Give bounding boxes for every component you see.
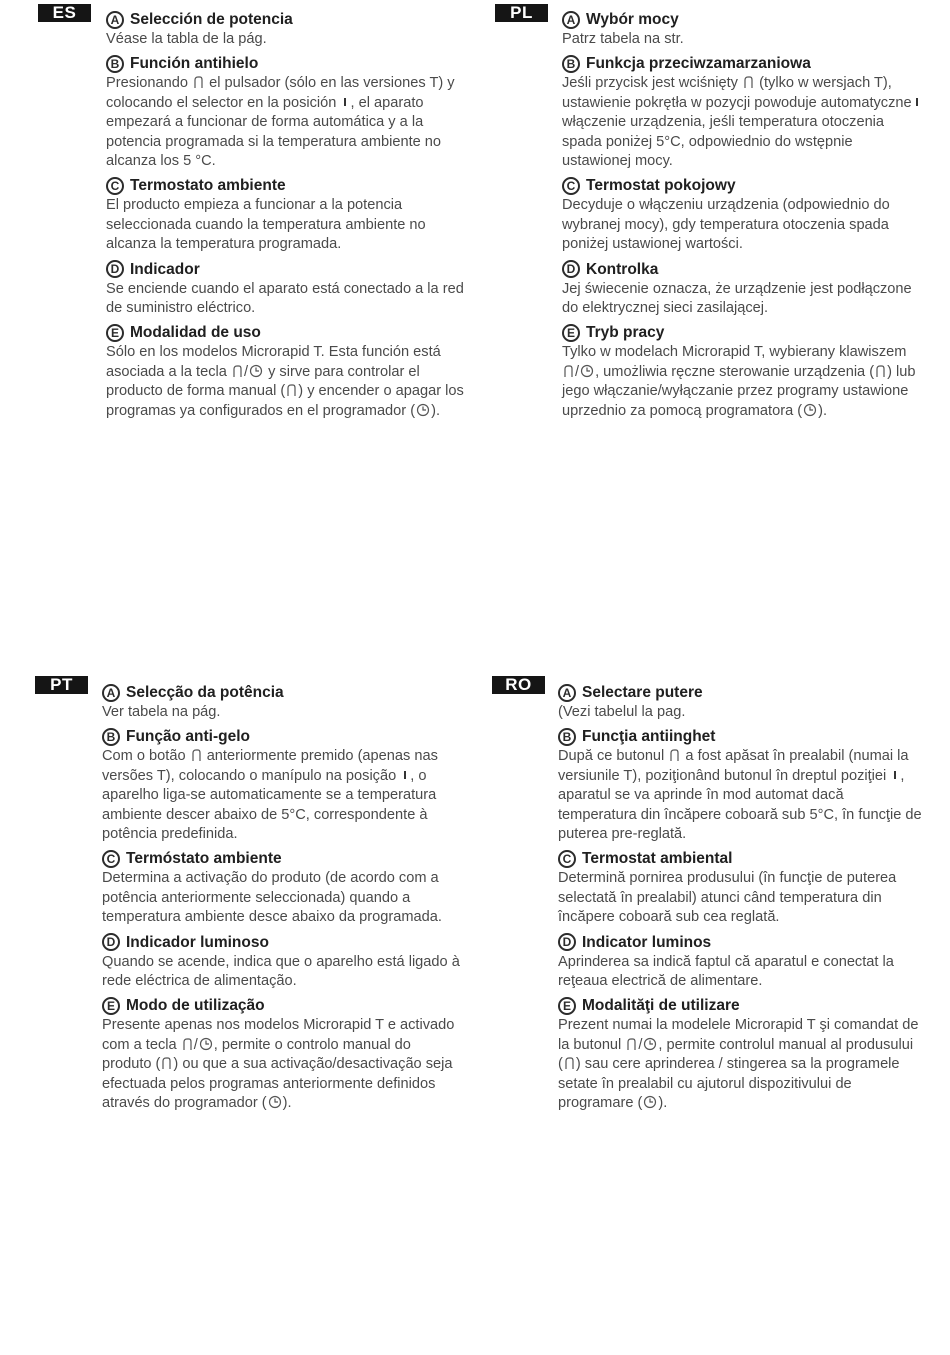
section-body: Com o botão anteriormente premido (apenas nas versões T), colocando o manípulo na posição , o aparelho liga-se automaticamente se a temperatura ambiente descer abaixo de 5°C, correspondente à potência predefinida. xyxy=(102,748,438,843)
hand-button-icon xyxy=(182,1037,193,1051)
section-body: Patrz tabela na str. xyxy=(562,31,684,47)
section-body: El producto empieza a funcionar a la potencia seleccionada cuando la temperatura ambiente no alcanza la temperatura programada. xyxy=(106,197,426,253)
language-tag-pl: PL xyxy=(495,4,548,22)
section-b xyxy=(106,53,466,171)
section-title: Selecção da potência xyxy=(126,684,284,701)
hand-button-icon xyxy=(232,364,243,378)
section-body: Decyduje o włączeniu urządzenia (odpowiednio do wybranej mocy), gdy temperatura otoczenia spada poniżej ustawionej wartości. xyxy=(562,197,890,253)
section-title: Indicador luminoso xyxy=(126,933,269,951)
section-e xyxy=(102,995,462,1113)
section-a xyxy=(102,682,462,722)
hand-button-icon xyxy=(626,1037,637,1051)
section-a xyxy=(106,9,466,49)
section-body: Prezent numai la modelele Microrapid T şi comandat de la butonul / , permite controlul manual al produsului ( ) sau cere aprinderea / stingerea sa la programele setate în prealabil cu ajutorul dispozitivului de programare ( ). xyxy=(558,1017,919,1112)
section-group-es xyxy=(106,9,466,425)
section-title: Selección de potencia xyxy=(130,11,293,28)
hand-button-icon xyxy=(161,1056,172,1070)
hand-button-icon xyxy=(875,364,886,378)
language-tag-es: ES xyxy=(38,4,91,22)
section-c xyxy=(558,848,922,927)
hand-button-icon xyxy=(191,748,202,762)
section-a xyxy=(562,9,922,49)
section-d xyxy=(562,259,922,319)
section-e xyxy=(106,322,466,421)
letter-a-badge: A xyxy=(106,11,124,29)
clock-icon xyxy=(199,1037,213,1051)
letter-d-badge: D xyxy=(562,260,580,278)
frost-position-icon xyxy=(891,770,899,782)
letter-d-badge: D xyxy=(558,933,576,951)
section-body: Véase la tabla de la pág. xyxy=(106,31,267,47)
frost-position-icon xyxy=(341,97,349,109)
section-e xyxy=(558,995,922,1113)
section-body: Sólo en los modelos Microrapid T. Esta función está asociada a la tecla / y sirve para controlar el producto de forma manual ( ) y encender o apagar los programas ya configurados en el programador ( ). xyxy=(106,344,464,419)
clock-icon xyxy=(580,364,594,378)
clock-icon xyxy=(416,403,430,417)
section-group-pt xyxy=(102,682,462,1118)
section-title: Modalidad de uso xyxy=(130,324,261,342)
section-title: Función antihielo xyxy=(130,55,259,73)
section-body: (Vezi tabelul la pag. xyxy=(558,704,686,720)
clock-icon xyxy=(643,1095,657,1109)
hand-button-icon xyxy=(286,383,297,397)
section-a xyxy=(558,682,922,722)
section-body: Jeśli przycisk jest wciśnięty (tylko w wersjach T), ustawienie pokrętła w pozycji powoduje automatyczne włączenie urządzenia, jeśli temperatura otoczenia spada poniżej 5°C, odpowiednio do wstępnie ustawionej mocy. xyxy=(562,74,922,171)
hand-button-icon xyxy=(743,75,754,89)
section-body: Presente apenas nos modelos Microrapid T e activado com a tecla / , permite o controlo manual do produto ( ) ou que a sua activação/desactivação seja efectuada pelos programas anteriormente definidos através do programador ( ). xyxy=(102,1017,455,1112)
language-tag-pt: PT xyxy=(35,676,88,694)
section-b xyxy=(102,726,462,844)
letter-b-badge: B xyxy=(562,55,580,73)
section-d xyxy=(106,259,466,319)
letter-c-badge: C xyxy=(562,177,580,195)
language-tag-ro: RO xyxy=(492,676,545,694)
section-c xyxy=(102,848,462,927)
frost-position-icon xyxy=(913,97,921,109)
section-title: Termostat pokojowy xyxy=(586,177,736,195)
section-group-pl xyxy=(562,9,922,425)
section-title: Funkcja przeciwzamarzaniowa xyxy=(586,55,811,73)
section-b xyxy=(558,726,922,844)
section-b xyxy=(562,53,922,171)
letter-b-badge: B xyxy=(106,55,124,73)
section-title: Modo de utilização xyxy=(126,997,265,1015)
clock-icon xyxy=(268,1095,282,1109)
section-body: Aprinderea sa indică faptul că aparatul e conectat la reţeaua electrică de alimentare. xyxy=(558,953,894,990)
section-title: Kontrolka xyxy=(586,260,659,278)
section-c xyxy=(106,175,466,254)
section-group-ro xyxy=(558,682,922,1118)
section-title: Tryb pracy xyxy=(586,324,665,342)
letter-a-badge: A xyxy=(558,684,576,702)
letter-e-badge: E xyxy=(562,324,580,342)
section-body: Determină pornirea produsului (în funcţie de puterea selectată în prealabil) atunci când temperatura din încăpere coboară sub cea reglată. xyxy=(558,870,897,926)
section-body: După ce butonul a fost apăsat în prealabil (numai la versiunile T), poziţionând butonul în dreptul poziţiei , aparatul se va aprinde în mod automat dacă temperatura din încăpere coboară sub 5°C, în funcţie de puterea pre-reglată. xyxy=(558,748,922,843)
clock-icon xyxy=(249,364,263,378)
letter-c-badge: C xyxy=(106,177,124,195)
frost-position-icon xyxy=(401,770,409,782)
section-title: Modalităţi de utilizare xyxy=(582,997,740,1015)
section-body: Tylko w modelach Microrapid T, wybierany klawiszem / , umożliwia ręczne sterowanie urządzenia ( ) lub jego włączanie/wyłączanie przez programy ustawione uprzednio za pomocą programatora ( ). xyxy=(562,344,916,419)
section-title: Função anti-gelo xyxy=(126,728,250,746)
hand-button-icon xyxy=(563,364,574,378)
section-body: Jej świecenie oznacza, że urządzenie jest podłączone do elektrycznej sieci zasilającej. xyxy=(562,280,912,317)
section-title: Termóstato ambiente xyxy=(126,850,282,868)
letter-a-badge: A xyxy=(102,684,120,702)
section-title: Selectare putere xyxy=(582,684,703,701)
section-title: Termostat ambiental xyxy=(582,850,733,868)
letter-d-badge: D xyxy=(102,933,120,951)
letter-e-badge: E xyxy=(106,324,124,342)
section-title: Indicator luminos xyxy=(582,933,712,951)
section-title: Funcţia antiinghet xyxy=(582,728,716,746)
clock-icon xyxy=(643,1037,657,1051)
letter-d-badge: D xyxy=(106,260,124,278)
section-body: Presionando el pulsador (sólo en las versiones T) y colocando el selector en la posición , el aparato empezará a funcionar de forma automática y a la potencia programada si la temperatura ambiente no alcanza los 5 °C. xyxy=(106,75,455,170)
section-title: Wybór mocy xyxy=(586,11,679,28)
hand-button-icon xyxy=(193,75,204,89)
hand-button-icon xyxy=(564,1056,575,1070)
letter-a-badge: A xyxy=(562,11,580,29)
letter-e-badge: E xyxy=(102,997,120,1015)
section-e xyxy=(562,322,922,421)
letter-b-badge: B xyxy=(558,728,576,746)
section-c xyxy=(562,175,922,254)
letter-b-badge: B xyxy=(102,728,120,746)
section-body: Ver tabela na pág. xyxy=(102,704,221,720)
section-d xyxy=(102,932,462,992)
letter-e-badge: E xyxy=(558,997,576,1015)
section-title: Termostato ambiente xyxy=(130,177,286,195)
hand-button-icon xyxy=(669,748,680,762)
letter-c-badge: C xyxy=(558,850,576,868)
section-body: Quando se acende, indica que o aparelho está ligado à rede eléctrica de alimentação. xyxy=(102,953,460,990)
clock-icon xyxy=(803,403,817,417)
section-d xyxy=(558,932,922,992)
section-title: Indicador xyxy=(130,260,200,278)
letter-c-badge: C xyxy=(102,850,120,868)
section-body: Se enciende cuando el aparato está conectado a la red de suministro eléctrico. xyxy=(106,280,464,317)
section-body: Determina a activação do produto (de acordo com a potência anteriormente seleccionada) quando a temperatura ambiente desce abaixo da programada. xyxy=(102,870,442,926)
